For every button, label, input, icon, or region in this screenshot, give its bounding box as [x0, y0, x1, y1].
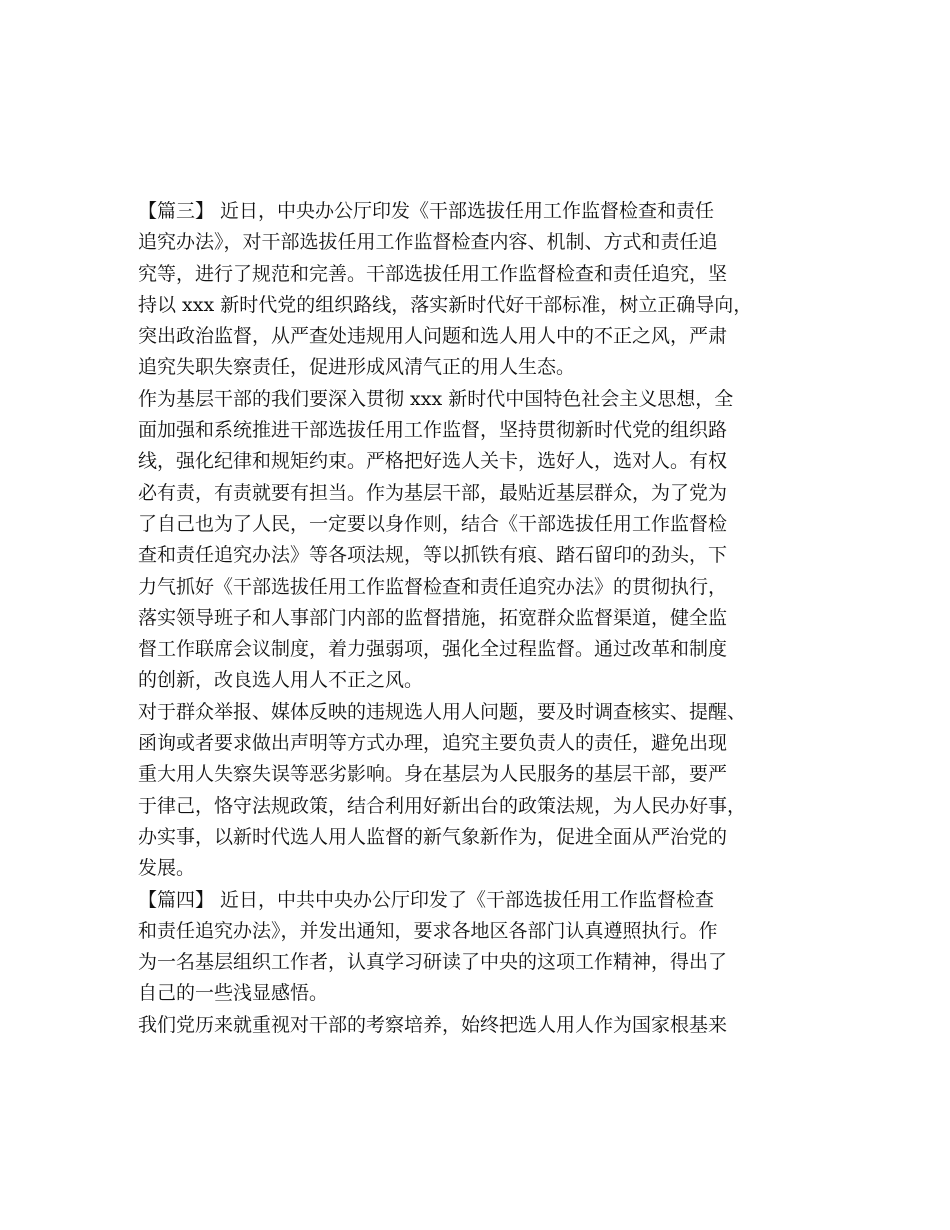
text-line: 和责任追究办法》，并发出通知，要求各地区各部门认真遵照执行。作 — [138, 919, 718, 942]
text-line: 【篇四】 近日，中共中央办公厅印发了《干部选拔任用工作监督检查 — [138, 888, 715, 911]
text-line: 持以 xxx 新时代党的组织路线，落实新时代好干部标准，树立正确导向， — [138, 293, 753, 316]
text-line: 督工作联席会议制度，着力强弱项，强化全过程监督。通过改革和制度 — [138, 638, 728, 661]
text-line: 发展。 — [138, 857, 196, 880]
text-line: 我们党历来就重视对干部的考察培养，始终把选人用人作为国家根基来 — [138, 1013, 728, 1036]
text-line: 追究办法》，对干部选拔任用工作监督检查内容、机制、方式和责任追 — [138, 231, 718, 254]
text-line: 办实事，以新时代选人用人监督的新气象新作为，促进全面从严治党的 — [138, 825, 728, 848]
text-line: 作为基层干部的我们要深入贯彻 xxx 新时代中国特色社会主义思想，全 — [138, 387, 734, 410]
text-line: 函询或者要求做出声明等方式办理，追究主要负责人的责任，避免出现 — [138, 732, 728, 755]
text-line: 自己的一些浅显感悟。 — [138, 982, 329, 1005]
text-line: 查和责任追究办法》等各项法规，等以抓铁有痕、踏石留印的劲头，下 — [138, 544, 728, 567]
text-line: 力气抓好《干部选拔任用工作监督检查和责任追究办法》的贯彻执行， — [138, 575, 728, 598]
text-line: 对于群众举报、媒体反映的违规选人用人问题，要及时调查核实、提醒、 — [138, 700, 747, 723]
text-line: 了自己也为了人民，一定要以身作则，结合《干部选拔任用工作监督检 — [138, 512, 728, 535]
text-line: 的创新，改良选人用人不正之风。 — [138, 669, 424, 692]
text-line: 究等，进行了规范和完善。干部选拔任用工作监督检查和责任追究，坚 — [138, 262, 728, 285]
text-line: 于律己，恪守法规政策，结合利用好新出台的政策法规，为人民办好事， — [138, 794, 747, 817]
text-line: 【篇三】 近日，中央办公厅印发《干部选拔任用工作监督检查和责任 — [138, 200, 715, 222]
text-line: 必有责，有责就要有担当。作为基层干部，最贴近基层群众，为了党为 — [138, 481, 728, 504]
text-line: 突出政治监督，从严查处违规用人问题和选人用人中的不正之风，严肃 — [138, 325, 728, 348]
text-line: 为一名基层组织工作者，认真学习研读了中央的这项工作精神，得出了 — [138, 951, 728, 974]
text-line: 面加强和系统推进干部选拔任用工作监督，坚持贯彻新时代党的组织路 — [138, 419, 728, 442]
text-line: 追究失职失察责任，促进形成风清气正的用人生态。 — [138, 356, 576, 379]
text-line: 重大用人失察失误等恶劣影响。身在基层为人民服务的基层干部，要严 — [138, 763, 728, 786]
document-body — [138, 196, 828, 1041]
text-line: 落实领导班子和人事部门内部的监督措施，拓宽群众监督渠道，健全监 — [138, 606, 728, 629]
text-line: 线，强化纪律和规矩约束。严格把好选人关卡，选好人，选对人。有权 — [138, 450, 728, 473]
